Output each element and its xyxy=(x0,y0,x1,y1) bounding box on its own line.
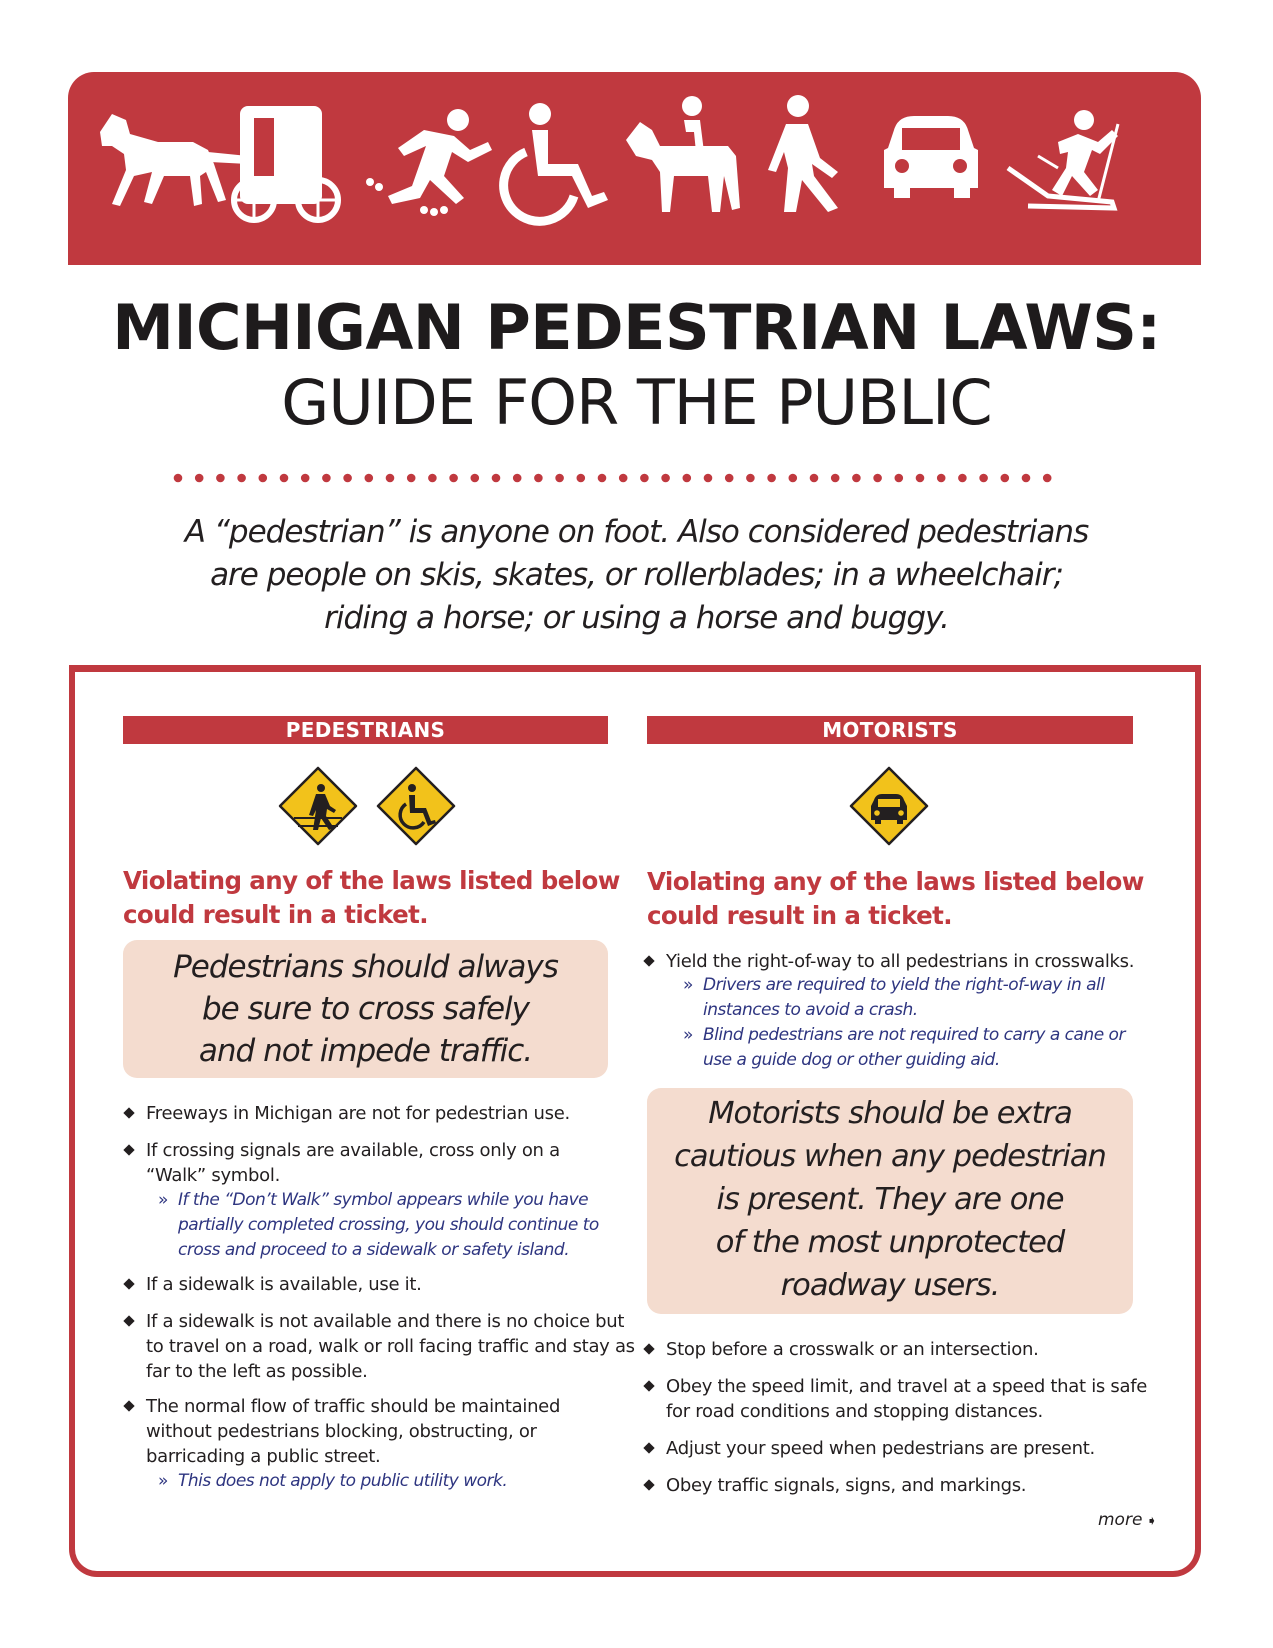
sub-marker: » xyxy=(683,975,693,995)
sub-text: instances to avoid a crash. xyxy=(703,1000,918,1020)
callout-line: Pedestrians should always xyxy=(173,949,558,985)
divider-dot xyxy=(873,474,882,483)
motorists-heading: MOTORISTS xyxy=(647,716,1133,744)
callout-line: cautious when any pedestrian xyxy=(674,1139,1106,1174)
intro-line: riding a horse; or using a horse and buggy. xyxy=(324,600,949,636)
divider-dot xyxy=(471,474,480,483)
pedestrian-crossing-sign-icon xyxy=(280,768,356,844)
sub-text: partially completed crossing, you should continue to xyxy=(178,1215,599,1235)
divider-dot xyxy=(831,474,840,483)
divider-dot xyxy=(640,474,649,483)
bullet-text: The normal flow of traffic should be maintained xyxy=(146,1396,561,1417)
divider-dot xyxy=(1001,474,1010,483)
bullet-text: Freeways in Michigan are not for pedestrian use. xyxy=(146,1103,570,1124)
wheelchair-crossing-sign-icon xyxy=(378,768,454,844)
bullet-text: without pedestrians blocking, obstructing, or xyxy=(146,1421,537,1442)
arrow-right-icon: ➧ xyxy=(1146,1514,1158,1529)
divider-dot xyxy=(534,474,543,483)
wheelchair-icon xyxy=(504,103,608,221)
divider-dot xyxy=(937,474,946,483)
sub-text: This does not apply to public utility work. xyxy=(178,1471,508,1491)
motorists-ticket-warning xyxy=(647,865,1144,933)
divider-dot xyxy=(895,474,904,483)
callout-line: be sure to cross safely xyxy=(201,991,530,1027)
rollerblader-icon xyxy=(366,109,492,216)
pedestrians-heading: PEDESTRIANS xyxy=(123,716,608,744)
divider-dot xyxy=(852,474,861,483)
warning-line: could result in a ticket. xyxy=(647,901,952,930)
divider-dot xyxy=(555,474,564,483)
pedestrians-ticket-warning xyxy=(123,864,620,932)
intro-line: are people on skis, skates, or rollerblades; in a wheelchair; xyxy=(210,557,1063,593)
divider-dot xyxy=(195,474,204,483)
divider-dot xyxy=(343,474,352,483)
divider-dot xyxy=(280,474,289,483)
divider-dot xyxy=(704,474,713,483)
bullet-text: Adjust your speed when pedestrians are present. xyxy=(666,1438,1095,1459)
divider-dot xyxy=(237,474,246,483)
divider-dot xyxy=(725,474,734,483)
warning-line: could result in a ticket. xyxy=(123,900,428,929)
bullet-text: to travel on a road, walk or roll facing traffic and stay as xyxy=(146,1336,635,1357)
divider-dot xyxy=(683,474,692,483)
callout-line: Motorists should be extra xyxy=(708,1096,1072,1131)
sub-marker: » xyxy=(683,1025,693,1045)
divider-dot xyxy=(386,474,395,483)
horse-rider-icon xyxy=(626,96,740,212)
callout-line: and not impede traffic. xyxy=(198,1033,533,1069)
pedestrians-callout xyxy=(123,940,608,1078)
bullet-text: far to the left as possible. xyxy=(146,1361,368,1382)
callout-line: roadway users. xyxy=(780,1268,1000,1303)
horse-and-buggy-icon xyxy=(100,106,338,220)
pedestrian-definition xyxy=(120,511,1153,640)
divider-dot xyxy=(513,474,522,483)
sub-text: If the “Don’t Walk” symbol appears while you have xyxy=(178,1190,589,1210)
divider-dot xyxy=(619,474,628,483)
pedestrian-signs xyxy=(278,766,458,848)
divider-dot xyxy=(916,474,925,483)
divider-dot xyxy=(979,474,988,483)
bullet-text: If crossing signals are available, cross only on a xyxy=(146,1140,560,1161)
bullet-text: barricading a public street. xyxy=(146,1446,381,1467)
divider-dot xyxy=(767,474,776,483)
page-subtitle: GUIDE FOR THE PUBLIC xyxy=(281,366,992,439)
divider-dot xyxy=(301,474,310,483)
sub-text: use a guide dog or other guiding aid. xyxy=(703,1050,1000,1070)
warning-line: Violating any of the laws listed below xyxy=(123,866,620,895)
motorist-signs xyxy=(849,766,931,848)
bullet-text: “Walk” symbol. xyxy=(146,1165,280,1186)
warning-line: Violating any of the laws listed below xyxy=(647,867,1144,896)
callout-line: is present. They are one xyxy=(716,1182,1064,1217)
bullet-text: Obey traffic signals, signs, and markings. xyxy=(666,1475,1027,1496)
divider-dot xyxy=(322,474,331,483)
divider-dot xyxy=(577,474,586,483)
car-crossing-sign-icon xyxy=(851,768,927,844)
page-title: MICHIGAN PEDESTRIAN LAWS: xyxy=(112,291,1161,364)
divider-dot xyxy=(365,474,374,483)
sub-text: cross and proceed to a sidewalk or safety island. xyxy=(178,1240,570,1260)
divider-dot xyxy=(661,474,670,483)
sub-text: Blind pedestrians are not required to carry a cane or xyxy=(703,1025,1125,1045)
divider-dot xyxy=(492,474,501,483)
skier-icon xyxy=(1008,110,1118,208)
callout-line: of the most unprotected xyxy=(715,1225,1065,1260)
motorists-callout xyxy=(647,1088,1133,1314)
divider-dot xyxy=(958,474,967,483)
bullet-text: Stop before a crosswalk or an intersection. xyxy=(666,1339,1039,1360)
bullet-text: for road conditions and stopping distances. xyxy=(666,1401,1043,1422)
dotted-divider xyxy=(0,472,1273,484)
more-link[interactable] xyxy=(1098,1510,1157,1530)
divider-dot xyxy=(810,474,819,483)
intro-line: A “pedestrian” is anyone on foot. Also considered pedestrians xyxy=(184,514,1089,550)
divider-dot xyxy=(428,474,437,483)
divider-dot xyxy=(407,474,416,483)
divider-dot xyxy=(174,474,183,483)
divider-dot xyxy=(1022,474,1031,483)
bullet-text: Obey the speed limit, and travel at a speed that is safe xyxy=(666,1376,1148,1397)
more-label: more xyxy=(1098,1510,1143,1530)
walking-pedestrian-icon xyxy=(768,95,838,212)
sub-marker: » xyxy=(158,1471,168,1491)
divider-dot xyxy=(789,474,798,483)
divider-dot xyxy=(216,474,225,483)
bullet-text: If a sidewalk is not available and there is no choice but xyxy=(146,1311,625,1332)
bullet-text: Yield the right-of-way to all pedestrians in crosswalks. xyxy=(666,951,1135,972)
car-icon xyxy=(884,116,978,198)
sub-text: Drivers are required to yield the right-of-way in all xyxy=(703,975,1105,995)
divider-dot xyxy=(449,474,458,483)
divider-dot xyxy=(1043,474,1052,483)
bullet-text: If a sidewalk is available, use it. xyxy=(146,1274,422,1295)
icon-banner xyxy=(68,72,1201,265)
divider-dot xyxy=(598,474,607,483)
divider-dot xyxy=(259,474,268,483)
divider-dot xyxy=(746,474,755,483)
sub-marker: » xyxy=(158,1190,168,1210)
